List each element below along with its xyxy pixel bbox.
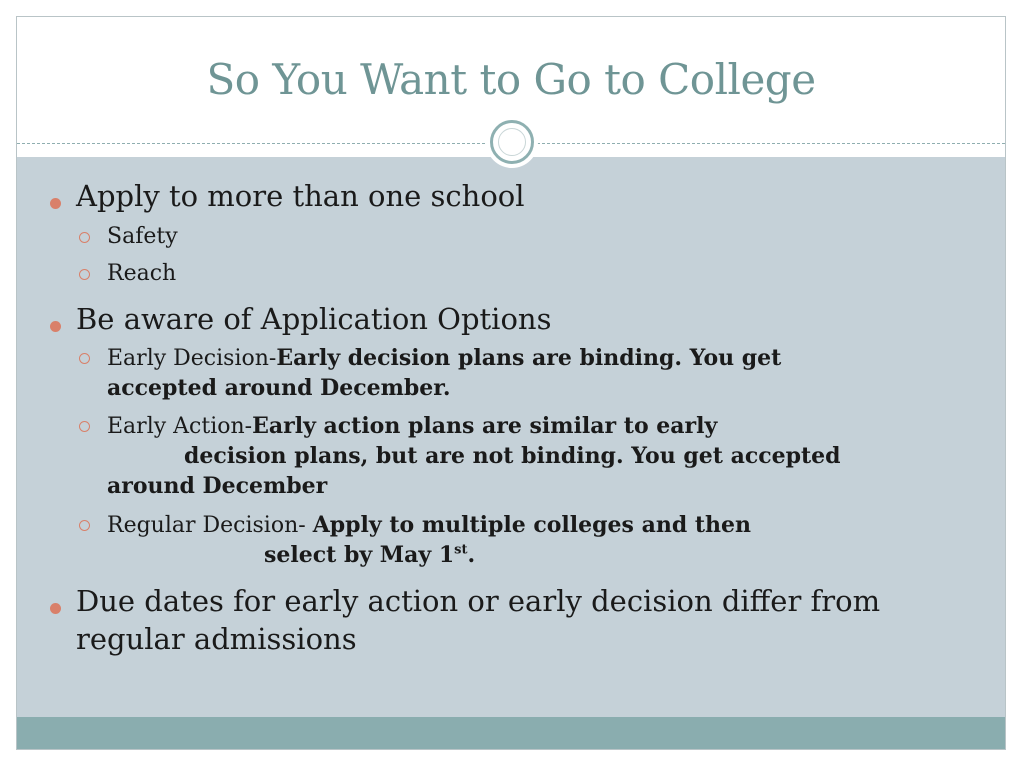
early-decision-desc-2: accepted around December. [107, 375, 451, 401]
regular-decision-desc-2 [264, 540, 475, 570]
slide [16, 16, 1006, 750]
early-action-desc-2: decision plans, but are not binding. You get accepted [184, 443, 841, 469]
ornament-ring-inner [498, 128, 526, 156]
sub-bullet-early-action [107, 411, 717, 442]
ordinal-suffix: st [454, 542, 468, 558]
bullet-2-text: Be aware of Application Options [76, 302, 552, 336]
sub-bullet-ring-icon [79, 269, 90, 280]
sub-bullet-reach: Reach [107, 261, 177, 286]
regular-decision-lead: Regular Decision- [107, 513, 313, 538]
bullet-1-text: Apply to more than one school [76, 179, 525, 213]
sub-bullet-regular-decision [107, 510, 751, 541]
early-action-lead: Early Action- [107, 414, 253, 439]
regular-decision-period: . [467, 542, 476, 568]
regular-decision-date: select by May 1 [264, 542, 455, 568]
circle-ornament-icon [486, 116, 538, 168]
early-action-desc-1: Early action plans are similar to early [252, 413, 718, 439]
sub-bullet-ring-icon [79, 421, 90, 432]
early-action-desc-3: around December [107, 473, 328, 499]
slide-title: So You Want to Go to College [206, 55, 816, 104]
bullet-3-line-1: Due dates for early action or early decision differ from [76, 584, 881, 618]
content-panel [17, 157, 1005, 717]
regular-decision-desc-1: Apply to multiple colleges and then [312, 512, 752, 538]
bullet-dot-icon [50, 603, 61, 614]
bullet-dot-icon [50, 198, 61, 209]
footer-bar [17, 717, 1005, 750]
bullet-3-line-2: regular admissions [76, 622, 357, 656]
sub-bullet-ring-icon [79, 232, 90, 243]
sub-bullet-safety: Safety [107, 224, 178, 249]
sub-bullet-ring-icon [79, 353, 90, 364]
sub-bullet-early-decision [107, 343, 781, 374]
sub-bullet-ring-icon [79, 520, 90, 531]
bullet-dot-icon [50, 321, 61, 332]
early-decision-desc-1: Early decision plans are binding. You get [276, 345, 782, 371]
ornament-ring [490, 120, 534, 164]
early-decision-lead: Early Decision- [107, 346, 277, 371]
